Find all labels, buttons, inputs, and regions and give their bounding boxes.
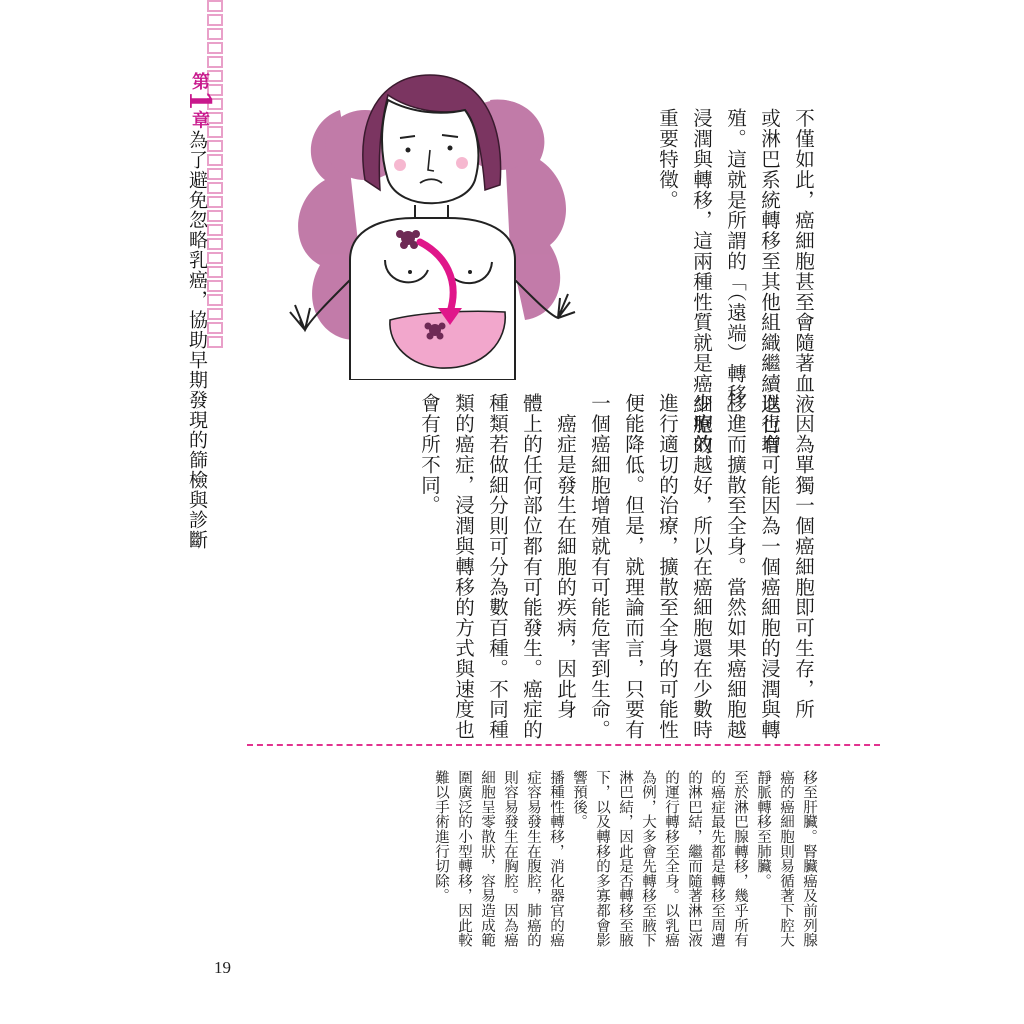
film-strip-cell [207,154,223,166]
film-strip-cell [207,168,223,180]
film-strip-cell [207,140,223,152]
film-strip-cell [207,294,223,306]
film-strip-cell [207,266,223,278]
film-strip-cell [207,28,223,40]
film-strip-cell [207,210,223,222]
illustration-cancer-spread [270,50,590,380]
side-note: 移至肝臟。腎臟癌及前列腺 癌的癌細胞則易循著下腔大 靜脈轉移至肺臟。 至於淋巴腺轉移，幾乎所有 的癌症最先都是轉移至周遭 的淋巴結，繼而隨著淋巴液 的運行轉移至全身。以乳癌 為例，大多會先轉移至腋下 淋巴結，因此是否轉移至腋 下，以及轉移的多寡都會影 響預後。 播種性轉移，消化器官的癌 症容易發生在腹腔，肺癌的 則容易發生在胸腔。因為癌 細胞呈零散狀，容易造成範 圍廣泛的小型轉移，因此較 難以手術進行切除。 [433,770,817,948]
paragraph-invasion-metastasis: 不僅如此，癌細胞甚至會隨著血液 或淋巴系統轉移至其他組織繼續進行增 殖。這就是所謂的「（遠端）轉移」。 浸潤與轉移，這兩種性質就是癌細胞的 重要特徵。 [656,108,815,455]
film-strip-cell [207,56,223,68]
film-strip-cell [207,252,223,264]
page-number: 19 [214,958,231,977]
film-strip-cell [207,322,223,334]
film-strip-cell [207,196,223,208]
chapter-title: 為了避免忽略乳癌，協助早期發現的篩檢與診斷 [186,130,208,550]
film-strip-cell [207,182,223,194]
film-strip-cell [207,336,223,348]
film-strip-cell [207,308,223,320]
chapter-label [182,72,217,129]
film-strip-cell [207,14,223,26]
chapter-prefix: 第 [189,72,210,90]
chapter-suffix: 章 [189,110,210,129]
chapter-number: 1 [182,90,217,111]
film-strip-cell [207,42,223,54]
paragraph-single-cell: 因為單獨一個癌細胞即可生存，所 以也有可能因為一個癌細胞的浸潤與轉 移進而擴散至全身。當然如果癌細胞越 少療效越好，所以在癌細胞還在少數時 進行適切的治療，擴散至全身的可能性 便能降低。但是，就理論而言，只要有 一個癌細胞增殖就有可能危害到生命。 癌症是發生在細胞的疾病，因此身 體上的任何部位都有可能發生。癌症的 種類若做細分則可分為數百種。不同種 類的癌症，浸潤與轉移的方式與速度也 會有所不同。 [418,393,815,740]
film-strip-cell [207,224,223,236]
dashed-divider [247,744,880,746]
film-strip-cell [207,238,223,250]
film-strip-cell [207,0,223,12]
film-strip-cell [207,280,223,292]
